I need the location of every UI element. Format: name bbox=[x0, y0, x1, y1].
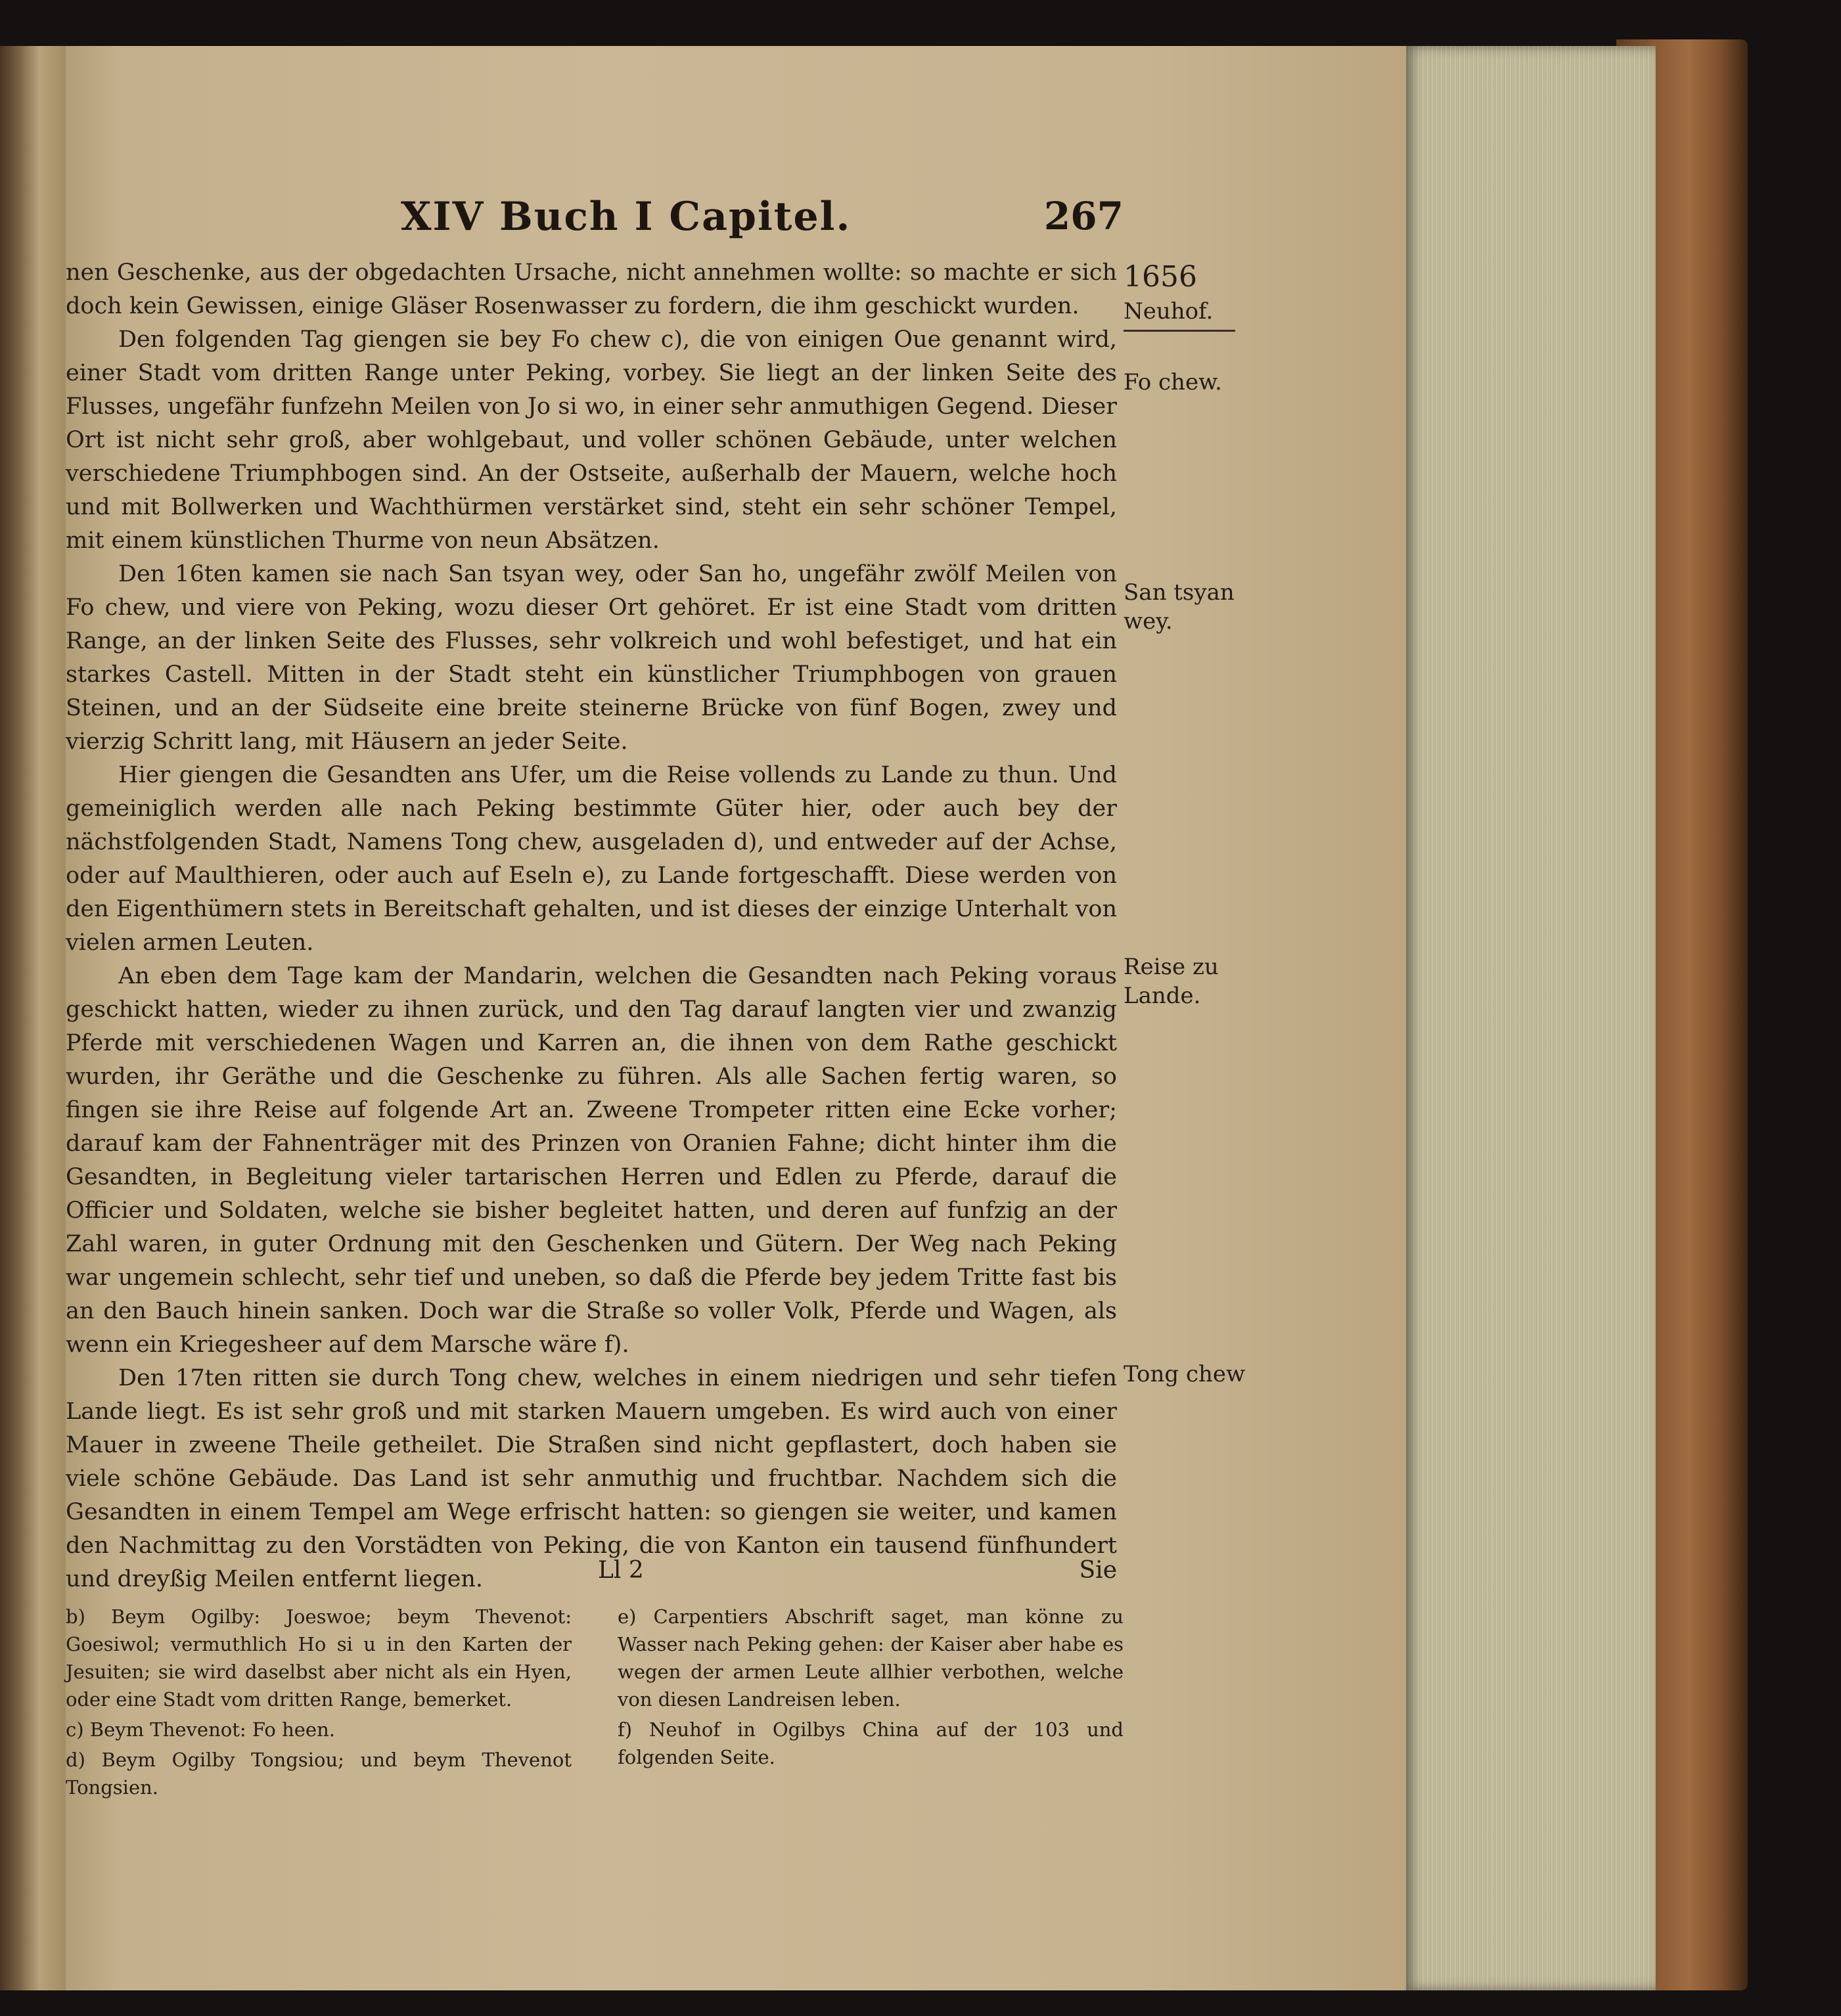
margin-author-text: Neuhof. bbox=[1124, 298, 1214, 325]
margin-note-san-tsyan-wey: San tsyan wey. bbox=[1124, 579, 1235, 635]
paragraph-1: nen Geschenke, aus der obgedachten Ursache, nicht annehmen wollte: so machte er sich doch kein Gewissen, einige Gläser Rosenwasser zu fordern, die ihm geschickt wurden. bbox=[66, 259, 1117, 319]
margin-note-tong-chew: Tong chew bbox=[1124, 1361, 1246, 1387]
running-header bbox=[112, 194, 1124, 246]
paragraph-4: Hier giengen die Gesandten ans Ufer, um die Reise vollends zu Lande zu thun. Und gemeiniglich werden alle nach Peking bestimmte Güter hier, oder auch bey der nächstfolgenden Stadt, Namens Tong chew, ausgeladen d), und entweder auf der Achse, oder auf Maulthieren, oder auch auf Eseln e), zu Lande fortgeschafft. Diese werden von den Eigenthümern stets in Bereitschaft gehalten, und ist dieses der einzige Unterhalt von vielen armen Leuten. bbox=[66, 762, 1117, 956]
footnote-d: d) Beym Ogilby Tongsiou; und beym Thevenot Tongsien. bbox=[66, 1749, 572, 1799]
footnote-e: e) Carpentiers Abschrift saget, man könne zu Wasser nach Peking gehen: der Kaiser aber habe es wegen der armen Leute allhier verbothen, welche von diesen Landreisen leben. bbox=[618, 1605, 1124, 1711]
footnote-c: c) Beym Thevenot: Fo heen. bbox=[66, 1718, 335, 1741]
paragraph-3: Den 16ten kamen sie nach San tsyan wey, oder San ho, ungefähr zwölf Meilen von Fo chew, und viere von Peking, wozu dieser Ort gehöret. Er ist eine Stadt vom dritten Range, an der linken Seite des Flusses, sehr volkreich und wohl befestiget, und hat ein starkes Castell. Mitten in der Stadt steht ein künstlicher Triumphbogen von grauen Steinen, und an der Südseite eine breite steinerne Brücke von fünf Bogen, zwey und vierzig Schritt lang, mit Häusern an jeder Seite. bbox=[66, 561, 1117, 755]
page-foot bbox=[66, 1557, 1117, 1590]
margin-note-fo-chew: Fo chew. bbox=[1124, 369, 1222, 395]
main-text bbox=[66, 256, 1117, 1596]
footnote-b: b) Beym Ogilby: Joeswoe; beym Thevenot: Goesiwol; vermuthlich Ho si u in den Karten der Jesuiten; sie wird daselbst aber nicht als ein Hyen, oder eine Stadt vom dritten Range, bemerket. bbox=[66, 1605, 572, 1711]
footnote-f: f) Neuhof in Ogilbys China auf der 103 und folgenden Seite. bbox=[618, 1718, 1124, 1768]
page-number: 267 bbox=[1043, 194, 1124, 238]
catchword: Sie bbox=[1079, 1557, 1117, 1584]
paragraph-2: Den folgenden Tag giengen sie bey Fo chew c), die von einigen Oue genannt wird, einer Stadt vom dritten Range unter Peking, vorbey. Sie liegt an der linken Seite des Flusses, ungefähr funfzehn Meilen von Jo si wo, in einer sehr anmuthigen Gegend. Dieser Ort ist nicht sehr groß, aber wohlgebaut, und voller schönen Gebäude, unter welchen verschiedene Triumphbogen sind. An der Ostseite, außerhalb der Mauern, welche hoch und mit Bollwerken und Wachthürmen verstärket sind, steht ein sehr schöner Tempel, mit einem künstlichen Thurme von neun Absätzen. bbox=[66, 326, 1117, 554]
paragraph-6: Den 17ten ritten sie durch Tong chew, welches in einem niedrigen und sehr tiefen Lande liegt. Es ist sehr groß und mit starken Mauern umgeben. Es wird auch von einer Mauer in zweene Theile getheilet. Die Straßen sind nicht gepflastert, doch haben sie viele schöne Gebäude. Das Land ist sehr anmuthig und fruchtbar. Nachdem sich die Gesandten in einem Tempel am Wege erfrischt hatten: so giengen sie weiter, und kamen den Nachmittag zu den Vorstädten von Peking, die von Kanton ein tausend fünfhundert und dreyßig Meilen entfernt liegen. bbox=[66, 1365, 1117, 1592]
margin-author bbox=[1124, 297, 1235, 332]
signature-mark: Ll 2 bbox=[598, 1557, 644, 1584]
margin-rule bbox=[1124, 330, 1235, 332]
footnotes-left-column bbox=[66, 1603, 572, 1804]
page-block-edges bbox=[1406, 46, 1656, 1990]
margin-year: 1656 bbox=[1124, 260, 1197, 294]
facing-page-edge bbox=[0, 46, 66, 1990]
book-page bbox=[66, 46, 1406, 1990]
margin-note-reise-zu-lande: Reise zu Lande. bbox=[1124, 954, 1219, 1009]
footnotes-right-column bbox=[618, 1603, 1124, 1774]
paragraph-5: An eben dem Tage kam der Mandarin, welchen die Gesandten nach Peking voraus geschickt hatten, wieder zu ihnen zurück, und den Tag darauf langten vier und zwanzig Pferde mit verschiedenen Wagen und Karren an, die ihnen von dem Rathe geschickt wurden, ihr Geräthe und die Geschenke zu führen. Als alle Sachen fertig waren, so fingen sie ihre Reise auf folgende Art an. Zweene Trompeter ritten eine Ecke vorher; darauf kam der Fahnenträger mit des Prinzen von Oranien Fahne; dicht hinter ihm die Gesandten, in Begleitung vieler tartarischen Herren und Edlen zu Pferde, darauf die Officier und Soldaten, welche sie bisher begleitet hatten, und deren auf funfzig an der Zahl waren, in guter Ordnung mit den Geschenken und Gütern. Der Weg nach Peking war ungemein schlecht, sehr tief und uneben, so daß die Pferde bey jedem Tritte fast bis an den Bauch hinein sanken. Doch war die Straße so voller Volk, Pferde und Wagen, als wenn ein Kriegesheer auf dem Marsche wäre f). bbox=[66, 963, 1117, 1358]
running-title: XIV Buch I Capitel. bbox=[401, 194, 852, 240]
